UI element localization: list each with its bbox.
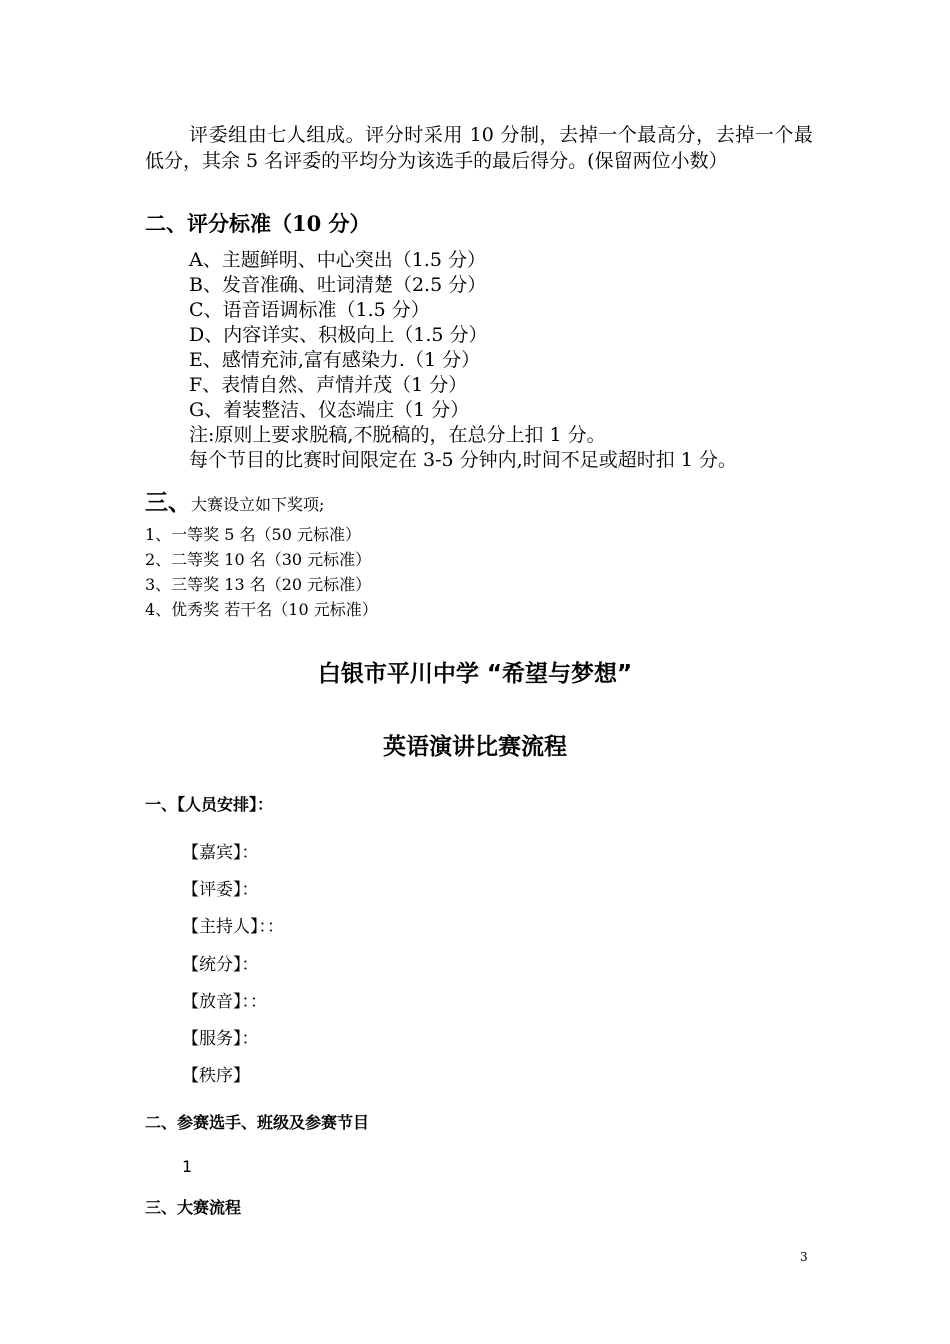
staff-scoring: 【统分】：	[182, 955, 259, 975]
scoring-intro-paragraph: 评委组由七人组成。评分时采用 10 分制，去掉一个最高分，去掉一个最低分，其余 5 名评委的平均分为该选手的最后得分。(保留两位小数）	[145, 124, 813, 172]
section3-heading-text: 大赛设立如下奖项;	[191, 495, 325, 514]
document-title-line2: 英语演讲比赛流程	[383, 734, 567, 760]
award-second: 2、二等奖 10 名（30 元标准）	[145, 550, 372, 569]
criteria-item-d: D、内容详实、积极向上（1.5 分）	[189, 324, 488, 346]
document-title-line1: 白银市平川中学 “希望与梦想”	[317, 661, 633, 687]
part2-heading: 二、参赛选手、班级及参赛节目	[145, 1113, 370, 1132]
award-excellent: 4、优秀奖 若干名（10 元标准）	[145, 600, 378, 619]
criteria-item-e: E、感情充沛,富有感染力.（1 分）	[189, 349, 481, 371]
section3-prefix: 三、	[145, 489, 191, 516]
criteria-item-c: C、语音语调标准（1.5 分）	[189, 299, 430, 321]
staff-order: 【秩序】	[182, 1066, 250, 1086]
staff-host: 【主持人】：：	[182, 917, 284, 937]
awards-list	[145, 522, 378, 622]
award-third: 3、三等奖 13 名（20 元标准）	[145, 575, 372, 594]
staff-service: 【服务】：	[182, 1029, 259, 1049]
criteria-item-b: B、发音准确、吐词清楚（2.5 分）	[189, 274, 487, 296]
part1-heading: 一、【人员安排】：	[145, 795, 274, 814]
part3-heading: 三、大赛流程	[145, 1198, 242, 1217]
staff-guests: 【嘉宾】：	[182, 843, 259, 863]
criteria-item-g: G、着装整洁、仪态端庄（1 分）	[189, 399, 470, 421]
criteria-time-rule: 每个节目的比赛时间限定在 3-5 分钟内,时间不足或超时扣 1 分。	[189, 449, 737, 471]
award-first: 1、一等奖 5 名（50 元标准）	[145, 525, 361, 544]
staff-judges: 【评委】：	[182, 880, 259, 900]
staff-audio: 【放音】：：	[182, 992, 267, 1012]
page-number: 3	[800, 1250, 808, 1264]
criteria-list	[189, 248, 737, 473]
section3-heading	[145, 484, 324, 517]
part2-item: 1	[182, 1157, 193, 1176]
criteria-note: 注:原则上要求脱稿,不脱稿的，在总分上扣 1 分。	[189, 424, 606, 446]
section2-heading: 二、评分标准（10 分）	[145, 211, 371, 236]
criteria-item-a: A、主题鲜明、中心突出（1.5 分）	[189, 249, 486, 271]
criteria-item-f: F、表情自然、声情并茂（1 分）	[189, 374, 468, 396]
